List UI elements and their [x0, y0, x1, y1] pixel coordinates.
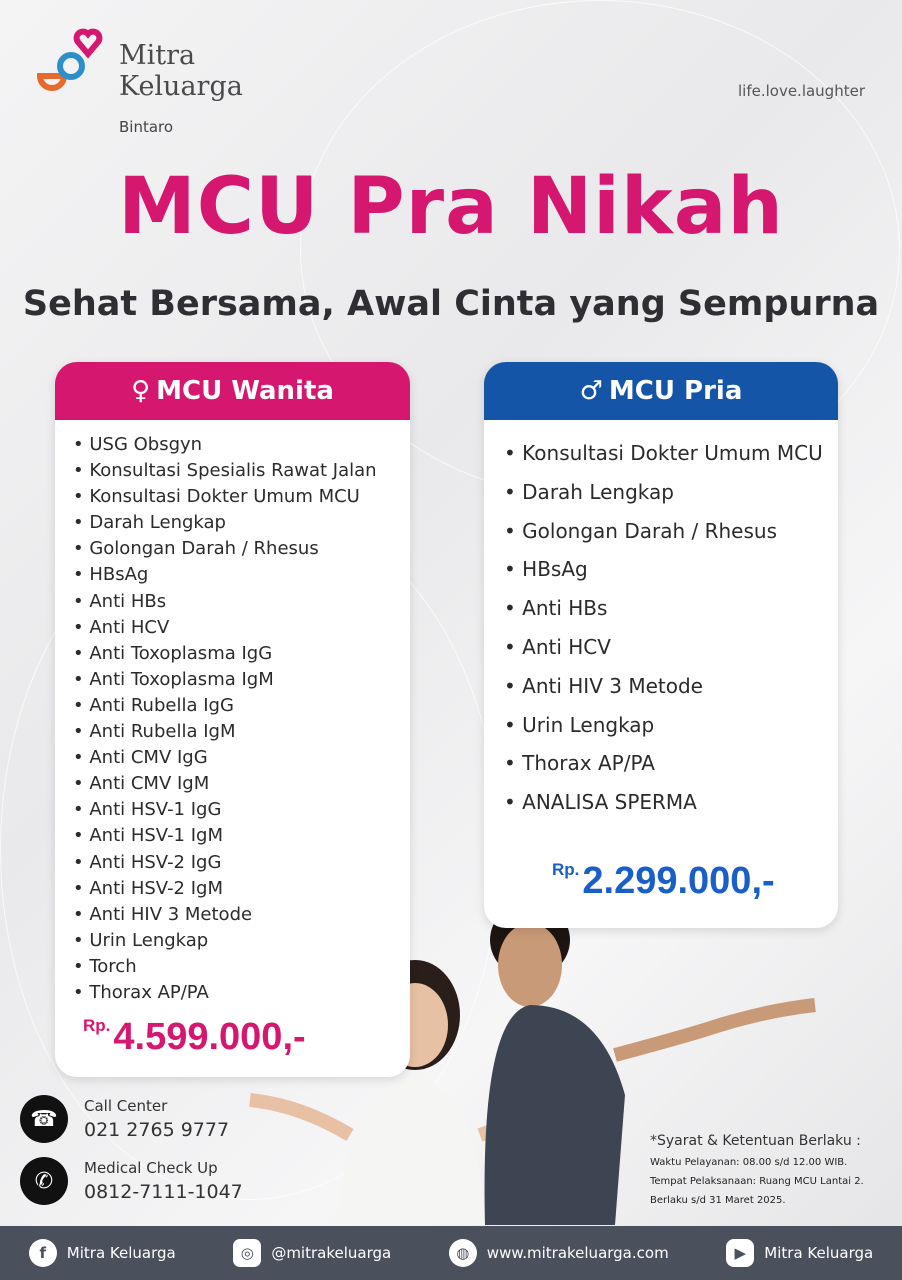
facebook-icon: f: [29, 1239, 57, 1267]
facebook-link[interactable]: [29, 1239, 176, 1267]
test-item: • Thorax AP/PA: [504, 744, 838, 783]
headset-icon: ☎: [20, 1095, 68, 1143]
women-card-header: [55, 362, 410, 420]
male-icon: ♂: [579, 376, 603, 406]
women-test-list: [55, 420, 410, 1006]
test-item: • ANALISA SPERMA: [504, 783, 838, 822]
test-item: • Anti HBs: [504, 589, 838, 628]
footer-bar: [0, 1226, 902, 1280]
men-card-title: MCU Pria: [608, 376, 743, 406]
test-item: • Darah Lengkap: [73, 510, 410, 536]
test-item: • Torch: [73, 954, 410, 980]
contact-value[interactable]: 0812-7111-1047: [84, 1181, 243, 1203]
women-card-title: MCU Wanita: [156, 376, 334, 406]
tagline: life.love.laughter: [737, 82, 865, 100]
test-item: • Anti HSV-2 IgM: [73, 876, 410, 902]
youtube-link[interactable]: [726, 1239, 873, 1267]
contact-label: Medical Check Up: [84, 1159, 218, 1177]
test-item: • Anti HIV 3 Metode: [504, 667, 838, 706]
brand-name: [119, 40, 243, 102]
terms-title: *Syarat & Ketentuan Berlaku :: [650, 1133, 861, 1149]
test-item: • Thorax AP/PA: [73, 980, 410, 1006]
mitra-keluarga-logo: [36, 26, 116, 101]
test-item: • Anti CMV IgG: [73, 745, 410, 771]
terms-item: Waktu Pelayanan: 08.00 s/d 12.00 WIB.: [650, 1157, 848, 1168]
brand-line2: Keluarga: [119, 71, 243, 102]
female-icon: ♀: [131, 376, 151, 406]
footer-label: @mitrakeluarga: [271, 1244, 392, 1262]
contact-value[interactable]: 021 2765 9777: [84, 1119, 230, 1141]
test-item: • Urin Lengkap: [504, 706, 838, 745]
test-item: • Golongan Darah / Rhesus: [504, 512, 838, 551]
test-item: • HBsAg: [504, 550, 838, 589]
currency: Rp.: [83, 1016, 111, 1035]
test-item: • Anti HCV: [73, 615, 410, 641]
test-item: • Urin Lengkap: [73, 928, 410, 954]
test-item: • HBsAg: [73, 562, 410, 588]
test-item: • Anti HSV-1 IgM: [73, 823, 410, 849]
currency: Rp.: [552, 860, 580, 879]
price-value: 4.599.000,-: [113, 1016, 306, 1058]
whatsapp-icon: ✆: [20, 1157, 68, 1205]
men-card-header: [484, 362, 838, 420]
youtube-icon: ▶: [726, 1239, 754, 1267]
women-package-card: [55, 362, 410, 1077]
brand-line1: Mitra: [119, 40, 196, 71]
terms-item: Berlaku s/d 31 Maret 2025.: [650, 1195, 786, 1206]
test-item: • Golongan Darah / Rhesus: [73, 536, 410, 562]
test-item: • USG Obsgyn: [73, 432, 410, 458]
contact-label: Call Center: [84, 1097, 168, 1115]
test-item: • Anti Toxoplasma IgG: [73, 641, 410, 667]
website-link[interactable]: [449, 1239, 669, 1267]
test-item: • Anti HCV: [504, 628, 838, 667]
test-item: • Anti HIV 3 Metode: [73, 902, 410, 928]
subtitle: Sehat Bersama, Awal Cinta yang Sempurna: [22, 284, 880, 324]
test-item: • Anti HSV-2 IgG: [73, 850, 410, 876]
test-item: • Anti Toxoplasma IgM: [73, 667, 410, 693]
instagram-link[interactable]: [233, 1239, 391, 1267]
whatsapp-contact[interactable]: [20, 1157, 243, 1205]
branch-name: Bintaro: [119, 118, 174, 136]
footer-label: Mitra Keluarga: [66, 1244, 176, 1262]
price-value: 2.299.000,-: [582, 860, 775, 902]
test-item: • Konsultasi Spesialis Rawat Jalan: [73, 458, 410, 484]
call-center-contact[interactable]: [20, 1095, 229, 1143]
globe-icon: ◍: [449, 1239, 477, 1267]
men-price: [552, 860, 775, 903]
test-item: • Konsultasi Dokter Umum MCU: [73, 484, 410, 510]
footer-label: www.mitrakeluarga.com: [486, 1244, 669, 1262]
test-item: • Anti HSV-1 IgG: [73, 797, 410, 823]
test-item: • Anti HBs: [73, 589, 410, 615]
footer-label: Mitra Keluarga: [764, 1244, 874, 1262]
test-item: • Anti CMV IgM: [73, 771, 410, 797]
page-title: MCU Pra Nikah: [118, 162, 784, 252]
men-package-card: [484, 362, 838, 928]
test-item: • Anti Rubella IgM: [73, 719, 410, 745]
instagram-icon: ◎: [233, 1239, 261, 1267]
women-price: [83, 1016, 306, 1059]
terms-and-conditions: [650, 1132, 864, 1210]
men-test-list: [484, 420, 838, 822]
test-item: • Darah Lengkap: [504, 473, 838, 512]
test-item: • Anti Rubella IgG: [73, 693, 410, 719]
test-item: • Konsultasi Dokter Umum MCU: [504, 434, 838, 473]
terms-item: Tempat Pelaksanaan: Ruang MCU Lantai 2.: [650, 1176, 864, 1187]
